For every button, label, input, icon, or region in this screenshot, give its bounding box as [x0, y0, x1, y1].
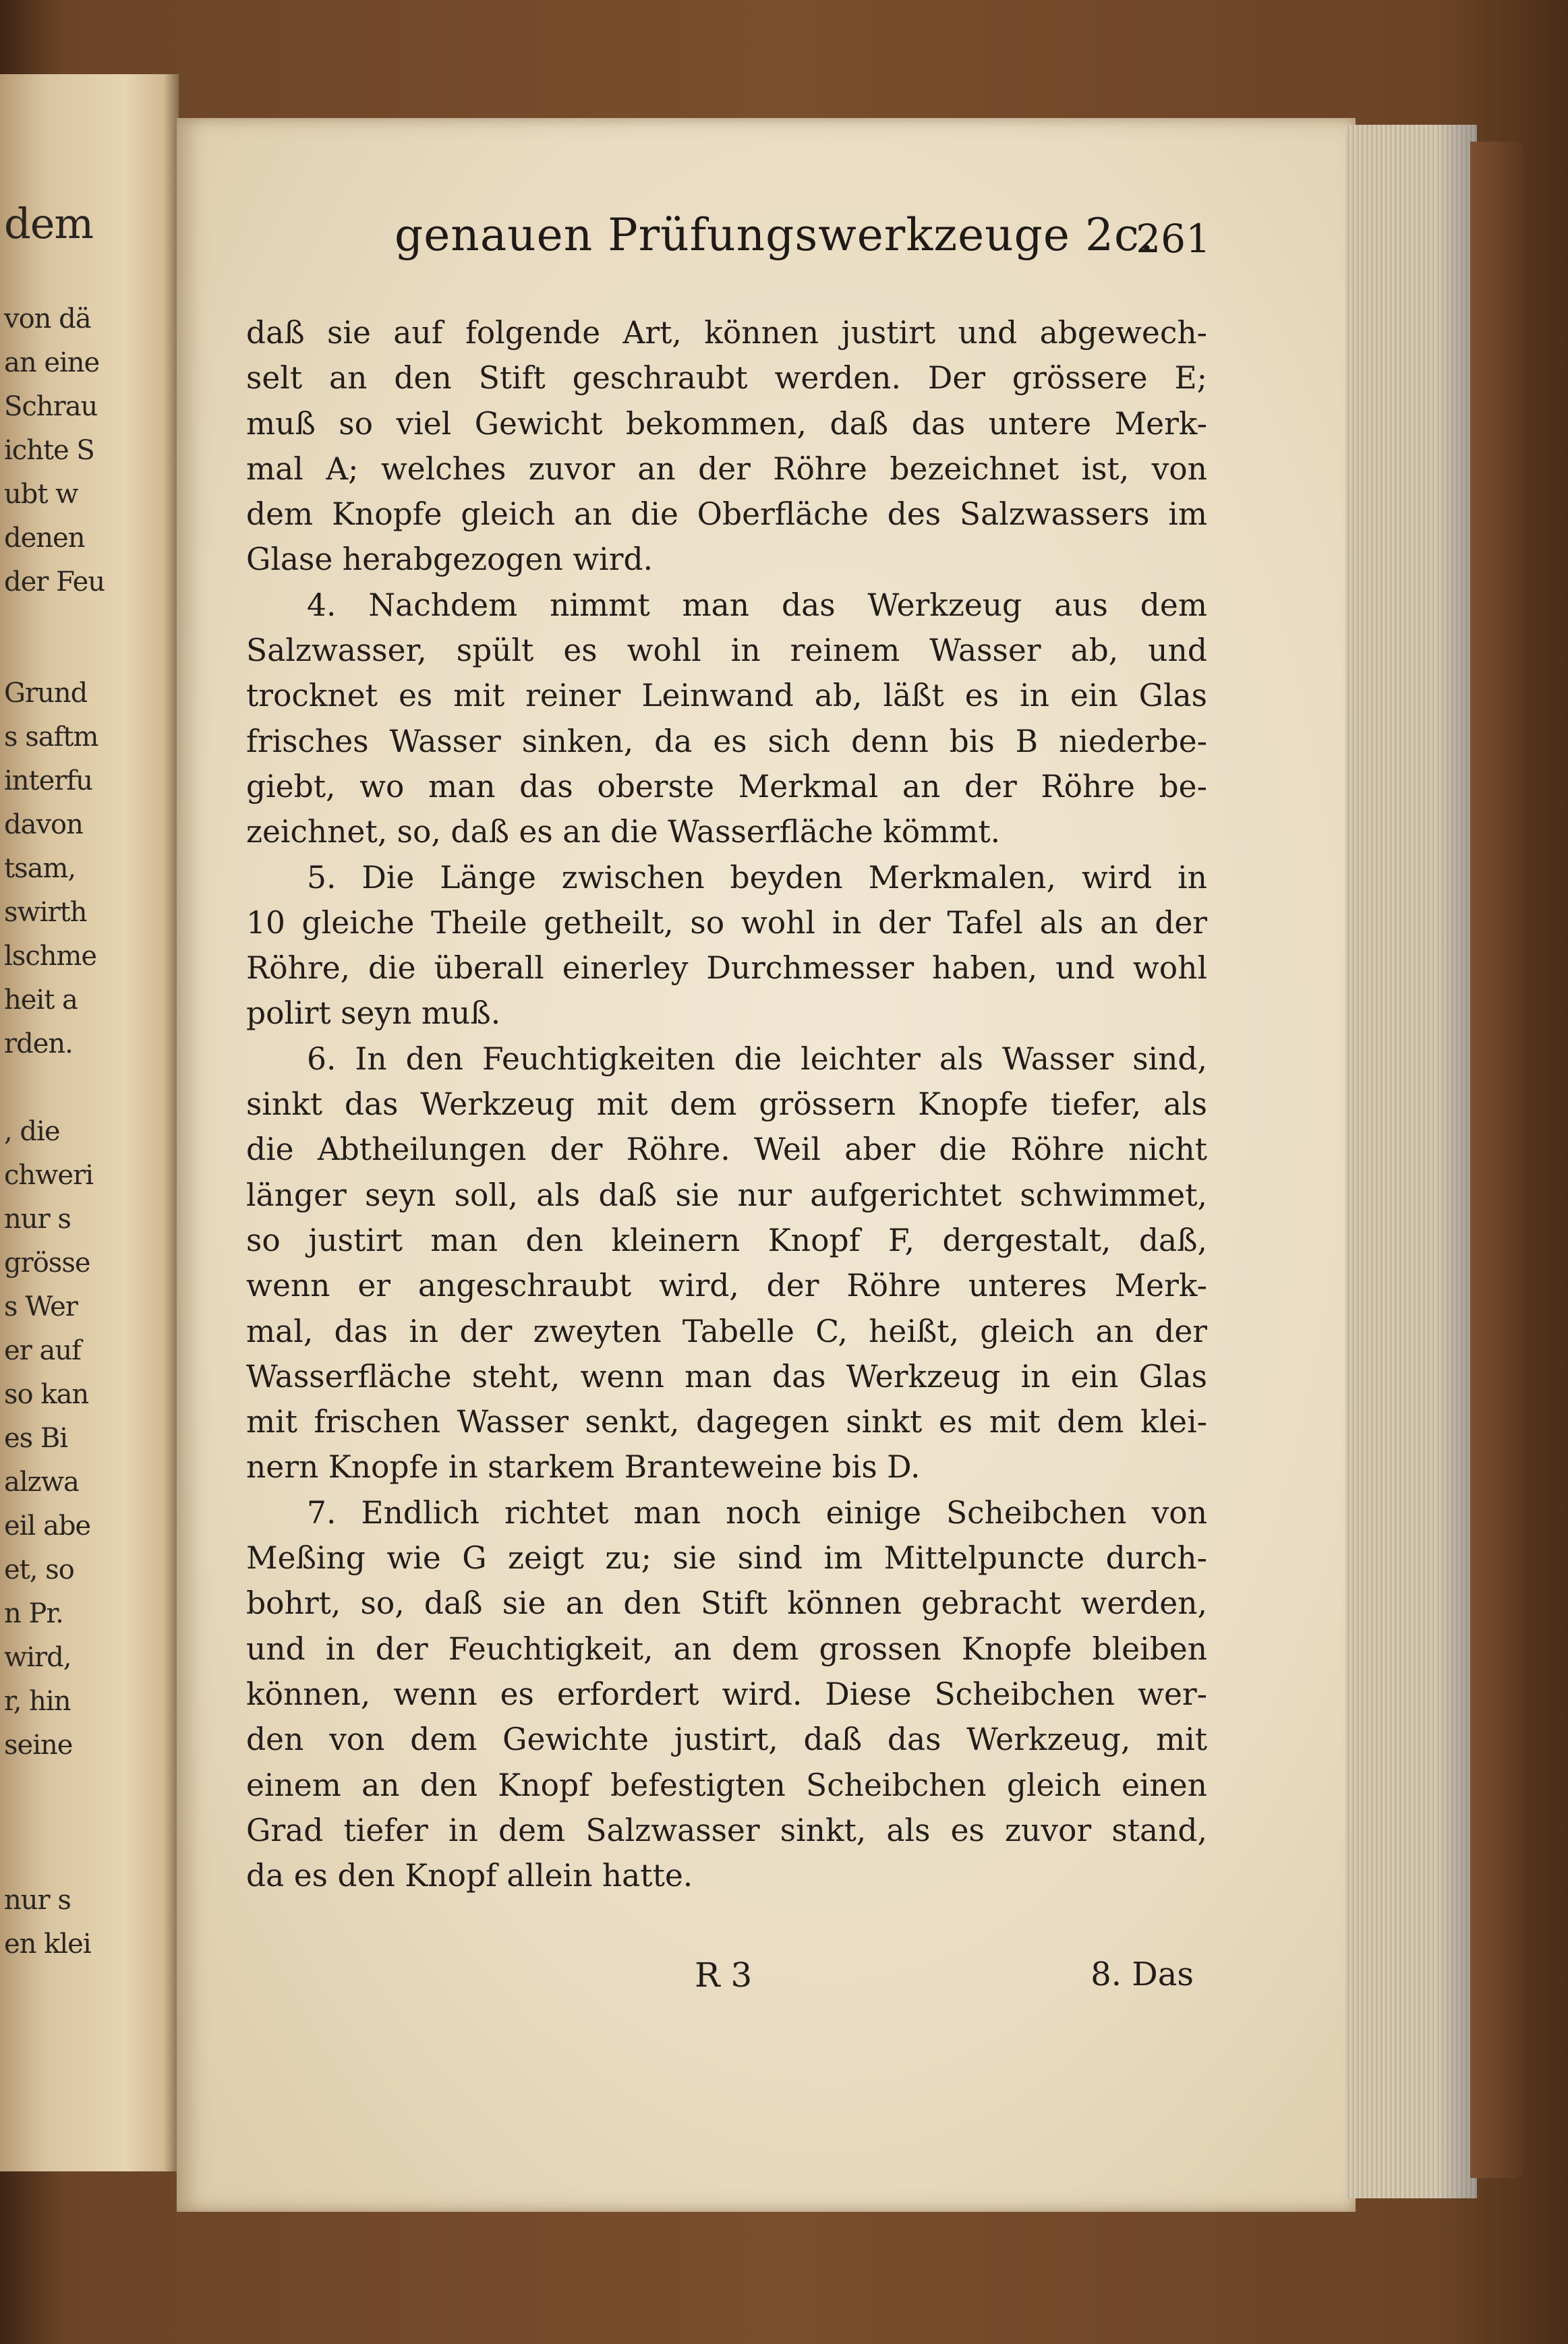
text-line: dem Knopfe gleich an die Oberfläche des Salzwassers im: [246, 496, 1207, 533]
text-line: zeichnet, so, daß es an die Wasserfläche kömmt.: [246, 814, 1001, 850]
text-line: die Abtheilungen der Röhre. Weil aber die Röhre nicht: [246, 1132, 1207, 1168]
text-line: so justirt man den kleinern Knopf F, dergestalt, daß,: [246, 1222, 1207, 1258]
left-page-fragment: der Feu: [4, 566, 105, 597]
left-page-fragment: dem: [4, 199, 94, 248]
left-page-fragment: tsam,: [4, 853, 76, 884]
left-page-fragment: swirth: [4, 897, 87, 928]
text-line: nern Knopfe in starkem Branteweine bis D.: [246, 1449, 921, 1486]
text-line: 10 gleiche Theile getheilt, so wohl in der Tafel als an der: [246, 904, 1207, 941]
text-line: mit frischen Wasser senkt, dagegen sinkt es mit dem klei-: [246, 1404, 1207, 1440]
text-line: den von dem Gewichte justirt, daß das Werkzeug, mit: [246, 1722, 1207, 1758]
text-line: Wasserfläche steht, wenn man das Werkzeug in ein Glas: [246, 1358, 1207, 1395]
text-line: sinkt das Werkzeug mit dem grössern Knopfe tiefer, als: [246, 1086, 1207, 1123]
signature-mark: R 3: [695, 1956, 753, 1995]
left-page-fragment: ubt w: [4, 479, 78, 510]
paragraph-start-line: 6. In den Feuchtigkeiten die leichter als Wasser sind,: [307, 1041, 1207, 1077]
text-line: Grad tiefer in dem Salzwasser sinkt, als es zuvor stand,: [246, 1812, 1207, 1848]
left-page-fragment: n Pr.: [4, 1598, 63, 1629]
text-line: Röhre, die überall einerley Durchmesser haben, und wohl: [246, 950, 1207, 987]
left-page-fragment: an eine: [4, 347, 100, 378]
left-page-fragment: so kan: [4, 1379, 89, 1410]
left-page-fragment: interfu: [4, 765, 92, 796]
left-page-fragment: heit a: [4, 985, 78, 1016]
text-line: daß sie auf folgende Art, können justirt und abgewech-: [246, 315, 1207, 351]
left-page-fragment: nur s: [4, 1204, 71, 1235]
left-page-fragment: es Bi: [4, 1423, 68, 1454]
left-page-fragment: davon: [4, 809, 83, 840]
text-line: trocknet es mit reiner Leinwand ab, läßt es in ein Glas: [246, 678, 1207, 714]
text-line: muß so viel Gewicht bekommen, daß das untere Merk-: [246, 405, 1207, 442]
text-line: Salzwasser, spült es wohl in reinem Wasser ab, und: [246, 633, 1207, 669]
text-line: mal, das in der zweyten Tabelle C, heißt, gleich an der: [246, 1313, 1207, 1349]
paragraph-start-line: 4. Nachdem nimmt man das Werkzeug aus dem: [307, 587, 1207, 623]
left-page-fragment: s saftm: [4, 722, 98, 753]
left-page-fragment: ichte S: [4, 435, 94, 466]
left-page-fragment: rden.: [4, 1028, 73, 1059]
text-line: einem an den Knopf befestigten Scheibchen gleich einen: [246, 1767, 1207, 1803]
text-line: da es den Knopf allein hatte.: [246, 1858, 693, 1894]
text-line: mal A; welches zuvor an der Röhre bezeichnet ist, von: [246, 450, 1207, 487]
page-body-text: [246, 310, 1207, 1898]
running-title: genauen Prüfungswerkzeuge 2c.: [395, 209, 1155, 261]
text-line: und in der Feuchtigkeit, an dem grossen Knopfe bleiben: [246, 1631, 1207, 1667]
catchword: 8. Das: [1091, 1956, 1194, 1993]
text-line: frisches Wasser sinken, da es sich denn bis B niederbe-: [246, 723, 1207, 759]
left-page-fragment: nur s: [4, 1885, 71, 1916]
text-line: bohrt, so, daß sie an den Stift können gebracht werden,: [246, 1585, 1207, 1622]
book-cover: [1470, 142, 1524, 2178]
page-block-fore-edge: [1345, 125, 1477, 2198]
text-line: selt an den Stift geschraubt werden. Der grössere E;: [246, 360, 1207, 397]
text-line: können, wenn es erfordert wird. Diese Scheibchen wer-: [246, 1676, 1207, 1712]
previous-page-edge: [0, 74, 179, 2171]
text-line: polirt seyn muß.: [246, 995, 501, 1032]
paragraph-start-line: 7. Endlich richtet man noch einige Scheibchen von: [307, 1494, 1207, 1531]
page-header: [395, 202, 1211, 283]
left-page-fragment: Schrau: [4, 391, 98, 422]
text-line: Glase herabgezogen wird.: [246, 541, 654, 578]
left-page-fragment: eil abe: [4, 1511, 91, 1542]
left-page-fragment: er auf: [4, 1335, 81, 1366]
left-page-fragment: grösse: [4, 1248, 90, 1279]
left-page-fragment: Grund: [4, 678, 88, 709]
left-page-fragment: alzwa: [4, 1467, 79, 1498]
left-page-fragment: r, hin: [4, 1686, 71, 1717]
left-page-fragment: et, so: [4, 1554, 74, 1585]
left-page-fragment: von dä: [4, 303, 91, 334]
left-page-fragment: seine: [4, 1730, 73, 1761]
paragraph-start-line: 5. Die Länge zwischen beyden Merkmalen, wird in: [307, 859, 1207, 896]
left-page-fragment: s Wer: [4, 1291, 78, 1322]
page-number: 261: [1136, 216, 1211, 262]
left-page-fragment: wird,: [4, 1642, 71, 1673]
text-line: wenn er angeschraubt wird, der Röhre unteres Merk-: [246, 1268, 1207, 1304]
page-footer: [695, 1956, 1194, 2003]
left-page-fragment: lschme: [4, 941, 97, 972]
text-line: länger seyn soll, als daß sie nur aufgerichtet schwimmet,: [246, 1177, 1207, 1213]
left-page-fragment: en klei: [4, 1929, 91, 1960]
left-page-fragment: chweri: [4, 1160, 93, 1191]
text-line: Meßing wie G zeigt zu; sie sind im Mittelpuncte durch-: [246, 1540, 1207, 1577]
left-page-fragment: denen: [4, 523, 85, 554]
left-page-fragment: , die: [4, 1116, 60, 1147]
text-line: giebt, wo man das oberste Merkmal an der Röhre be-: [246, 768, 1207, 804]
